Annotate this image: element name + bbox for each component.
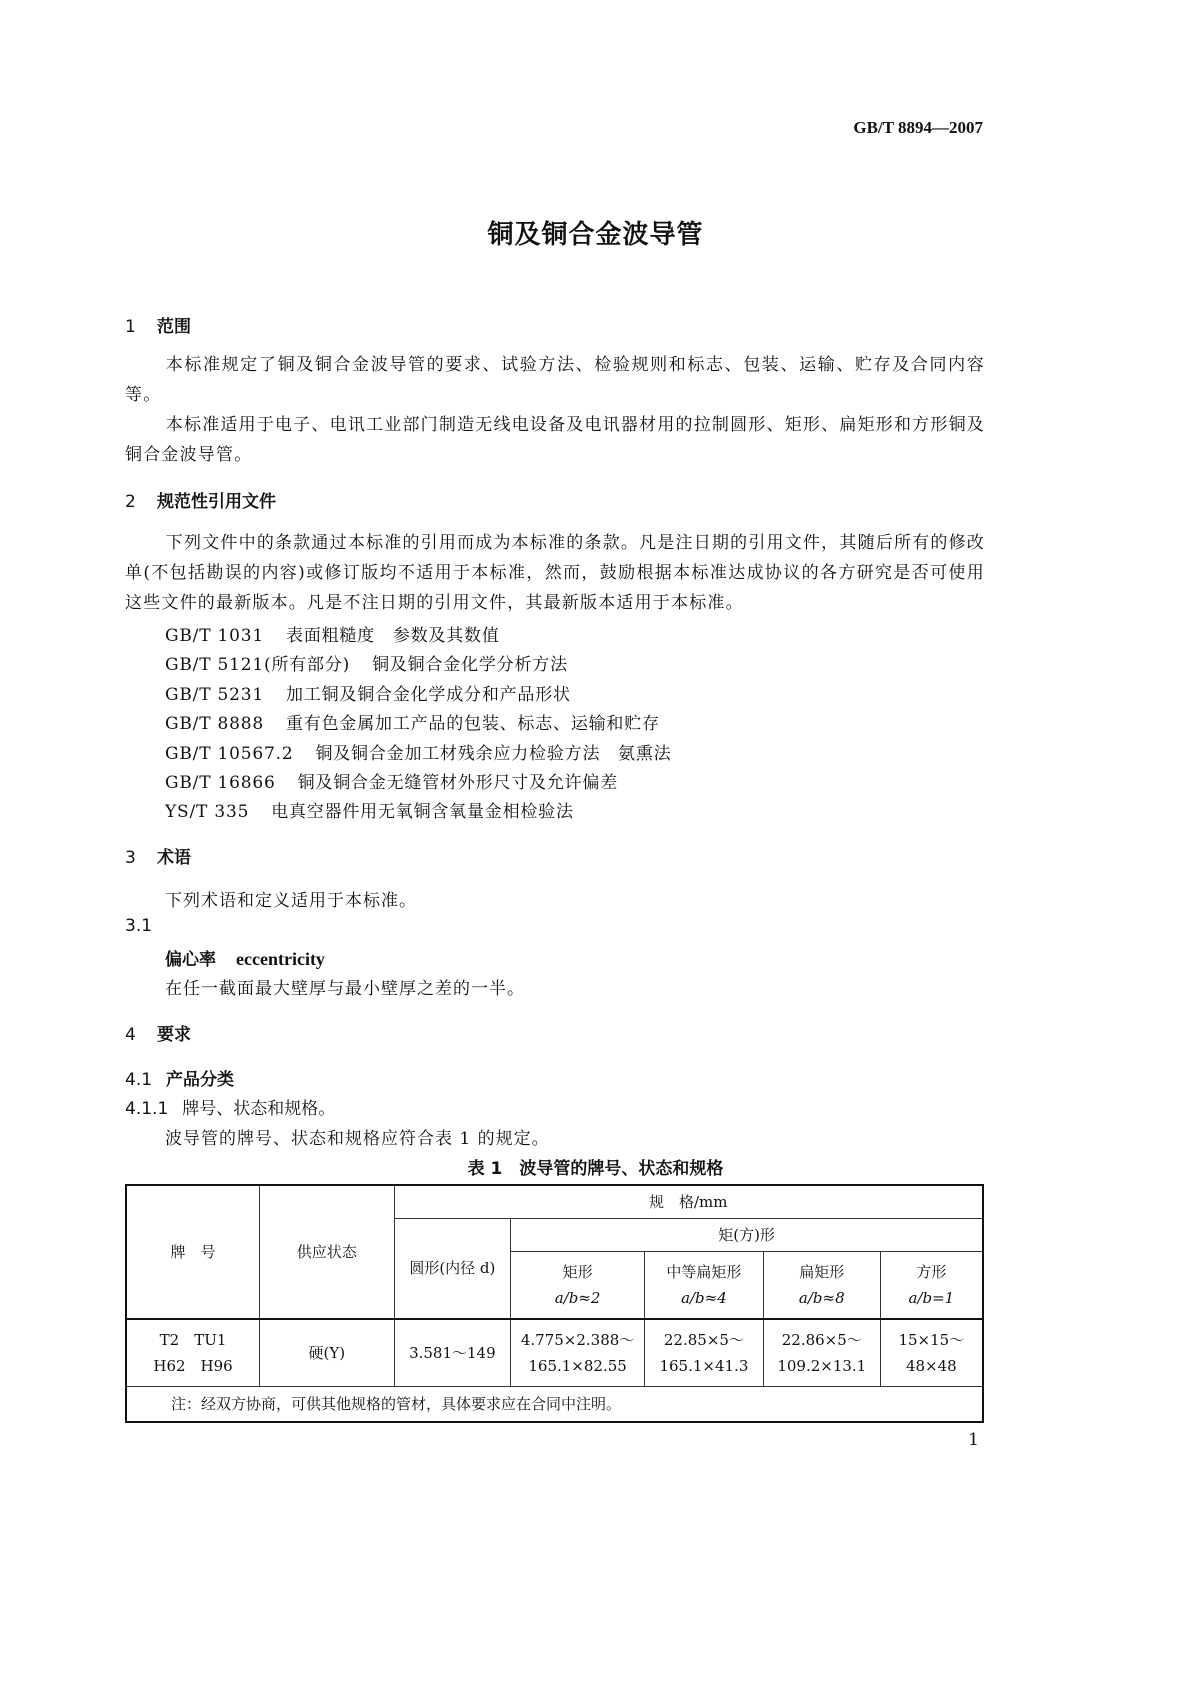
header-rect-group: 矩(方)形 [511, 1218, 983, 1251]
header-square: 方形 a/b=1 [880, 1251, 983, 1319]
paragraph: 波导管的牌号、状态和规格应符合表 1 的规定。 [165, 1129, 550, 1149]
table-note: 注：经双方协商，可供其他规格的管材，具体要求应在合同中注明。 [126, 1386, 983, 1422]
reference-item: GB/T 5121(所有部分) 铜及铜合金化学分析方法 [165, 655, 568, 675]
table-caption: 表 1 波导管的牌号、状态和规格 [467, 1159, 724, 1179]
cell-round: 3.581～149 [394, 1319, 511, 1386]
spec-table [125, 1184, 984, 1423]
header-flat: 扁矩形 a/b≈8 [763, 1251, 880, 1319]
header-round: 圆形(内径 d) [394, 1218, 511, 1319]
section-2-heading: 2 规范性引用文件 [125, 492, 276, 512]
subsection-4-1-1: 4.1.1 牌号、状态和规格。 [125, 1099, 336, 1119]
subsection-number: 3.1 [125, 916, 153, 936]
term-definition: 在任一截面最大壁厚与最小壁厚之差的一半。 [165, 979, 525, 999]
section-1-heading: 1 范围 [125, 317, 191, 337]
table-row [126, 1319, 983, 1386]
reference-item: YS/T 335 电真空器件用无氧铜含氧量金相检验法 [165, 802, 574, 822]
reference-item: GB/T 5231 加工铜及铜合金化学成分和产品形状 [165, 685, 571, 705]
cell-flat: 22.86×5～ 109.2×13.1 [763, 1319, 880, 1386]
paragraph: 下列文件中的条款通过本标准的引用而成为本标准的条款。凡是注日期的引用文件，其随后所有的修改单(不包括勘误的内容)或修订版均不适用于本标准，然而，鼓励根据本标准达成协议的各方研究是否可使用这些文件的最新版本。凡是不注日期的引用文件，其最新版本适用于本标准。 [125, 533, 985, 613]
document-title: 铜及铜合金波导管 [487, 220, 704, 250]
cell-state: 硬(Y) [260, 1319, 394, 1386]
paragraph: 本标准规定了铜及铜合金波导管的要求、试验方法、检验规则和标志、包装、运输、贮存及合同内容等。 [125, 355, 985, 405]
header-rect: 矩形 a/b≈2 [511, 1251, 645, 1319]
header-mid-flat: 中等扁矩形 a/b≈4 [645, 1251, 764, 1319]
page-number: 1 [968, 1430, 979, 1450]
term: 偏心率 eccentricity [165, 949, 325, 970]
reference-item: GB/T 16866 铜及铜合金无缝管材外形尺寸及允许偏差 [165, 773, 619, 793]
reference-item: GB/T 1031 表面粗糙度 参数及其数值 [165, 626, 500, 646]
section-3-heading: 3 术语 [125, 848, 191, 868]
header-spec: 规 格/mm [394, 1185, 983, 1218]
cell-grades: T2 TU1 H62 H96 [126, 1319, 260, 1386]
reference-item: GB/T 8888 重有色金属加工产品的包装、标志、运输和贮存 [165, 714, 660, 734]
section-4-heading: 4 要求 [125, 1025, 191, 1045]
subsection-4-1: 4.1 产品分类 [125, 1070, 235, 1090]
reference-item: GB/T 10567.2 铜及铜合金加工材残余应力检验方法 氨熏法 [165, 744, 672, 764]
header-state: 供应状态 [260, 1185, 394, 1319]
paragraph: 本标准适用于电子、电讯工业部门制造无线电设备及电讯器材用的拉制圆形、矩形、扁矩形和方形铜及铜合金波导管。 [125, 415, 985, 465]
standard-number: GB/T 8894—2007 [853, 118, 983, 137]
paragraph: 下列术语和定义适用于本标准。 [165, 891, 417, 911]
cell-square: 15×15～ 48×48 [880, 1319, 983, 1386]
cell-mid-flat: 22.85×5～ 165.1×41.3 [645, 1319, 764, 1386]
cell-rect: 4.775×2.388～ 165.1×82.55 [511, 1319, 645, 1386]
header-grade: 牌 号 [126, 1185, 260, 1319]
